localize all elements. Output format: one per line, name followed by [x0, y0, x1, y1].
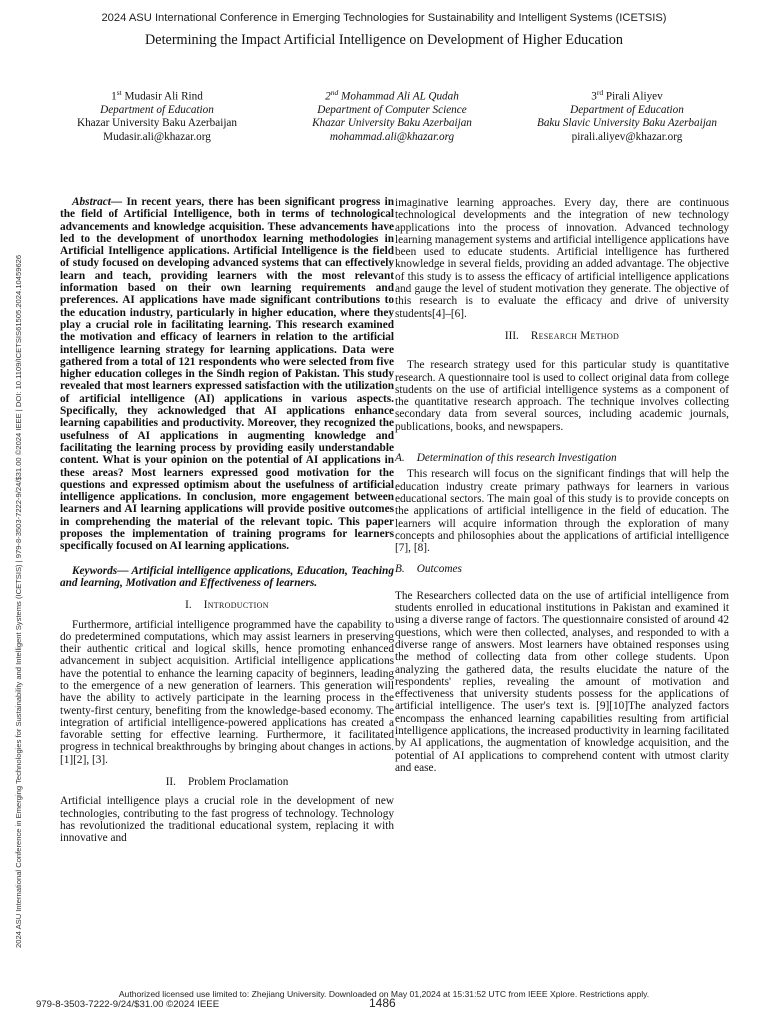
author-3	[510, 86, 744, 144]
author-email: mohammad.ali@khazar.org	[329, 130, 455, 143]
author-email: pirali.aliyev@khazar.org	[571, 130, 683, 143]
author-department: Department of Education	[100, 104, 214, 117]
right-column	[395, 197, 729, 774]
author-institution: Khazar University Baku Azerbaijan	[77, 117, 237, 130]
problem-text-right: imaginative learning approaches. Every day, there are continuous technological developments and the integration of new technology applications into the process of innovation. Advanced technology learning management systems and artificial intelligence applications have been used to educate students. Artificial intelligence has furthered knowledge in several fields, providing an added advantage. The objective of this study is to assess the efficacy of artificial intelligence applications and gauge the level of student motivation they generate. The objective of this research is to evaluate the efficacy and drive of university students[4]–[6].	[395, 197, 729, 320]
left-column	[60, 196, 394, 845]
license-notice: Authorized licensed use limited to: Zhejiang University. Downloaded on May 01,2024 at 15:31:52 UTC from IEEE Xplore. Restrictions apply.	[118, 989, 650, 999]
author-department: Department of Computer Science	[317, 104, 467, 117]
paper-title: Determining the Impact Artificial Intelligence on Development of Higher Education	[145, 32, 623, 48]
author-1	[40, 86, 274, 144]
author-institution: Baku Slavic University Baku Azerbaijan	[537, 117, 717, 130]
author-2	[275, 86, 509, 144]
author-name: 2nd Mohammad Ali AL Qudah	[325, 88, 459, 103]
abstract: Abstract— In recent years, there has been significant progress in the field of Artificial Intelligence, both in terms of technological advancements and knowledge acquisition. These advancements have led to the development of unorthodox learning methodologies in Artificial Intelligence applications. Artificial Intelligence is the field of study focused on developing advanced systems that can effectively learn and teach, providing learners with the most relevant information based on their own learning requirements and preferences. AI applications have made significant contributions to the education industry, particularly in higher education, where they play a crucial role in facilitating learning. This research examined the motivation and efficacy of learners in relation to the artificial intelligence learning strategy for learning applications. Data were gathered from a total of 121 respondents who were selected from five higher education colleges in the Sindh region of Pakistan. This study revealed that most learners expressed satisfaction with the utilization of artificial intelligence (AI) applications in various aspects. Specifically, they acknowledged that AI applications enhance learning capabilities and productivity. Moreover, they recognized the usefulness of AI applications in augmenting knowledge and facilitating the learning process by providing easily understandable content. What is your opinion on the potential of AI applications in these areas? Most learners expressed good motivation for the questions and expressed optimism about the usefulness of artificial intelligence applications. In conclusion, more engagement between learners and AI learning applications will provide positive outcomes in comprehending the material of the relevant topic. This paper proposes the implementation of training programs for learners specifically focused on AI learning applications.	[60, 196, 394, 553]
author-email: Mudasir.ali@khazar.org	[103, 130, 211, 143]
subsection-heading-b: B. Outcomes	[395, 563, 462, 576]
subsection-a-text: This research will focus on the significant findings that will help the education industry create primary pathways for learners in various educational sectors. The main goal of this study is to provide concepts on the applications of artificial intelligence in the field of education. The learners will acquire information through the exploration of many concepts and philosophies about the applications of artificial intelligence [7], [8].	[395, 468, 729, 555]
author-block	[40, 86, 744, 144]
section-heading-introduction: I. Introduction	[185, 599, 269, 612]
problem-text-left: Artificial intelligence plays a crucial role in the development of new technologies, contributing to the fast progress of technology. Technology has revolutionized the traditional educational system, replacing it with innovative and	[60, 795, 394, 845]
author-name: 1st Mudasir Ali Rind	[111, 88, 203, 103]
page-number: 1486	[369, 996, 396, 1010]
author-institution: Khazar University Baku Azerbaijan	[312, 117, 472, 130]
conference-header: 2024 ASU International Conference in Emerging Technologies for Sustainability and Intelligent Systems (ICETSIS)	[101, 12, 667, 24]
introduction-text: Furthermore, artificial intelligence programmed have the capability to do predetermined computations, which may assist learners in preserving their authentic critical and logical skills, hence promoting enhanced advancement in subject acquisition. Artificial intelligence applications have the potential to enhance the learning capacity of beginners, leading to the emergence of a new generation of learners. This generation will have the ability to actively participate in the learning process in the twenty-first century, benefiting from the knowledge-based economy. The integration of artificial intelligence-powered applications has created a favorable setting for effective learning. Furthermore, it facilitated progress in technical breakthroughs by bringing about changes in actions.[1][2], [3].	[60, 618, 394, 766]
section-heading-method: III. Research Method	[504, 329, 620, 342]
section-heading-problem: II. Problem Proclamation	[165, 776, 289, 789]
subsection-b-text: The Researchers collected data on the use of artificial intelligence from students enrolled in educational institutions in Pakistan and examined it using a diverse range of factors. The questionnaire consisted of around 42 questions, which were then collected, analyses, and responded to with a diverse range of answers. Most learners have obtained responses using the method of collecting data from other college students. Upon analyzing the gathered data, the results elucidate the nature of the respondents' replies, revealing the amount of motivation and effectiveness that university students possess for the applications of artificial intelligence. The user's text is. [9][10]The analyzed factors encompass the enhanced learning capabilities resulting from artificial intelligence applications, the increased productivity in learning facilitated by AI applications, the augmentation of knowledge acquisition, and the potential of AI applications to comprehend content with utmost clarity and ease.	[395, 589, 729, 774]
side-note: 2024 ASU International Conference in Emerging Technologies for Sustainability and Intelligent Systems (ICETSIS) | 979-8-3503-7222-9/24/$31.00 ©2024 IEEE | DOI: 10.1109/ICETSIS61505.2024.10459626	[14, 254, 23, 948]
author-department: Department of Education	[570, 104, 684, 117]
isbn-note: 979-8-3503-7222-9/24/$31.00 ©2024 IEEE	[36, 999, 220, 1010]
subsection-heading-a: A. Determination of this research Investigation	[395, 452, 617, 465]
keywords: Keywords— Artificial intelligence applications, Education, Teaching and learning, Motivation and Effectiveness of learners.	[60, 564, 394, 589]
author-name: 3rd Pirali Aliyev	[591, 88, 663, 103]
method-text: The research strategy used for this particular study is quantitative research. A questionnaire tool is used to collect original data from college students on the use of artificial intelligence systems as a component of the quantitative research approach. The technique involves collecting secondary data from several sources, including academic journals, publications, books, and newspapers.	[395, 359, 729, 433]
